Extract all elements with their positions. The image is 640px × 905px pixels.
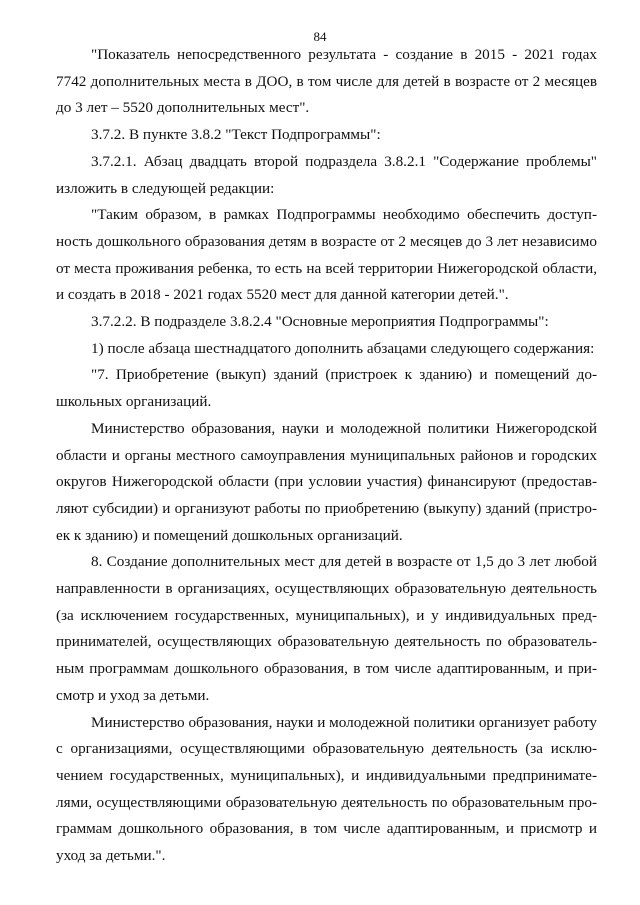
paragraph-3-7-2-1: 3.7.2.1. Абзац двадцать второй подраздела 3.8.2.1 "Содержание проблемы" изложить в следующей редакции:	[56, 152, 597, 197]
paragraph-ministry-financing: Министерство образования, науки и молодежной политики Нижегородской области и органы местного самоуправления муниципальных районов и городских округов Нижегородской области (при условии участия) финансируют (предоставляют субсидии) и организуют работы по приобретению (выкупу) зданий (пристроек к зданию) и помещений дошкольных организаций.	[56, 419, 597, 544]
page-number: 84	[313, 29, 327, 44]
paragraph-item-8: 8. Создание дополнительных мест для детей в возрасте от 1,5 до 3 лет любой направленности в организациях, осуществляющих образовательную деятельность (за исключением государственных, муниципальных), и у индивидуальных предпринимателей, осуществляющих образовательную деятельность по образовательным программам дошкольного образования, в том числе адаптированным, и присмотр и уход за детьми.	[56, 553, 597, 704]
paragraph-quote-accessibility: "Таким образом, в рамках Подпрограммы необходимо обеспечить доступность дошкольного образования детям в возрасте от 2 месяцев до 3 лет независимо от места проживания ребенка, то есть на всей территории Нижегородской области, и создать в 2018 - 2021 годах 5520 мест для данной категории детей.".	[56, 206, 597, 304]
paragraph-ministry-organizes: Министерство образования, науки и молодежной политики организует работу с организациями, осуществляющими образовательную деятельность (за исключением государственных, муниципальных), и индивидуальными предпринимателями, осуществляющими образовательную деятельность по образовательным программам дошкольного образования, в том числе адаптированным, и присмотр и уход за детьми.".	[56, 713, 597, 865]
paragraph-result-indicator: "Показатель непосредственного результата - создание в 2015 - 2021 годах 7742 дополнительных места в ДОО, в том числе для детей в возрасте от 2 месяцев до 3 лет – 5520 дополнительных мест".	[56, 46, 597, 117]
paragraph-3-7-2: 3.7.2. В пункте 3.8.2 "Текст Подпрограммы":	[91, 126, 381, 144]
paragraph-item-7: "7. Приобретение (выкуп) зданий (пристроек к зданию) и помещений дошкольных организаций.	[56, 366, 597, 411]
document-body	[56, 42, 597, 870]
paragraph-item-1: 1) после абзаца шестнадцатого дополнить абзацами следующего содержания:	[91, 339, 595, 357]
paragraph-3-7-2-2: 3.7.2.2. В подразделе 3.8.2.4 "Основные мероприятия Подпрограммы":	[91, 313, 549, 331]
